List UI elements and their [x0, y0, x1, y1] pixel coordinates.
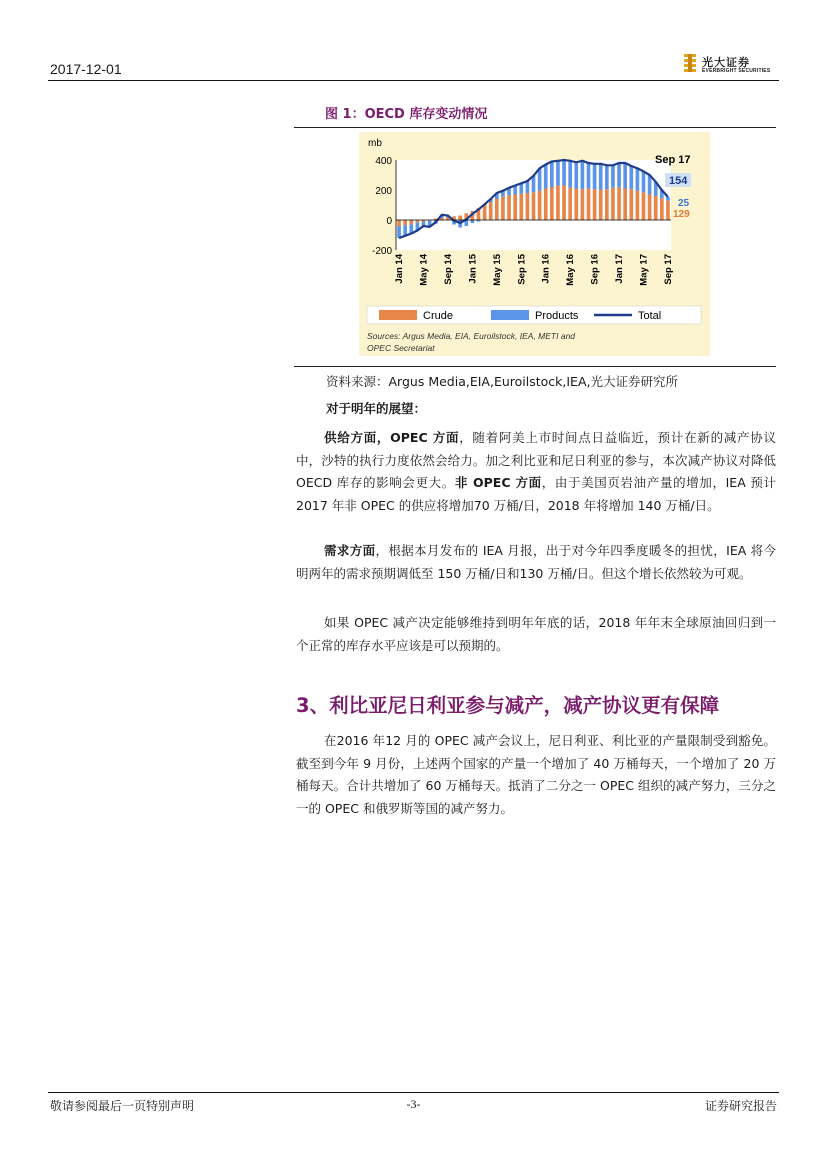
products-bar: [574, 162, 578, 188]
products-bar: [623, 163, 627, 189]
y-unit-label: mb: [368, 138, 382, 149]
products-bar: [556, 161, 560, 186]
legend-label: Total: [638, 310, 662, 322]
figure-top-rule: [294, 127, 776, 128]
x-tick-label: May 17: [638, 254, 650, 286]
crude-bar: [587, 189, 591, 221]
supply-lead: 供给方面，OPEC 方面: [324, 430, 460, 445]
crude-bar: [666, 201, 670, 220]
page-number: -3-: [406, 1097, 421, 1111]
crude-bar: [501, 197, 505, 220]
x-tick-label: Jan 14: [394, 254, 406, 284]
products-bar: [562, 160, 566, 186]
crude-bar: [483, 205, 487, 220]
inventory-chart: [359, 132, 710, 356]
products-bar: [642, 171, 646, 192]
x-tick-label: Jan 17: [614, 254, 626, 284]
supply-paragraph: [296, 427, 776, 517]
products-bar: [471, 220, 475, 223]
products-bar: [629, 166, 633, 189]
crude-bar: [581, 189, 585, 220]
crude-bar: [544, 189, 548, 221]
legend-label: Products: [535, 310, 579, 322]
x-tick-label: May 14: [418, 254, 430, 286]
products-bar: [568, 161, 572, 188]
section-title: 3、利比亚尼日利亚参与减产，减产协议更有保障: [296, 694, 720, 717]
products-bar: [397, 226, 401, 238]
header-date: 2017-12-01: [50, 61, 122, 77]
y-tick-label: -200: [371, 246, 392, 257]
logo-text-cn: 光大证券: [702, 56, 750, 69]
crude-bar: [489, 202, 493, 220]
crude-bar: [636, 191, 640, 220]
crude-bar: [599, 190, 603, 220]
chart-svg: [359, 132, 710, 356]
crude-bar: [654, 196, 658, 220]
section-paragraph: 在2016 年12 月的 OPEC 减产会议上，尼日利亚、利比亚的产量限制受到豁免。截至到今年 9 月份，上述两个国家的产量一个增加了 40 万桶每天，一个增加了 20 万桶每天。合计共增加了 60 万桶每天。抵消了二分之一 OPEC 组织的减产努力，三分之一的 OPEC 和俄罗斯等国的减产努力。: [296, 733, 776, 816]
logo-mark-icon: [683, 53, 697, 73]
crude-bar: [550, 187, 554, 220]
crude-bar: [507, 195, 511, 220]
footer-rule: [48, 1092, 779, 1093]
crude-bar: [397, 220, 401, 226]
crude-bar: [642, 192, 646, 220]
crude-bar: [458, 216, 462, 221]
sources-note-line1: Sources: Argus Media, EIA, Euroilstock, IEA, METI and: [367, 331, 576, 341]
crude-bar: [495, 199, 499, 220]
products-bar: [611, 165, 615, 188]
legend-swatch: [491, 310, 529, 320]
legend-swatch: [379, 310, 417, 320]
products-bar: [581, 161, 585, 190]
products-bar: [666, 197, 670, 201]
products-bar: [605, 165, 609, 189]
crude-bar: [660, 198, 664, 220]
products-bar: [587, 163, 591, 189]
crude-bar: [623, 189, 627, 221]
annotation-date: Sep 17: [655, 154, 691, 166]
crude-bar: [605, 189, 609, 220]
products-bar: [636, 168, 640, 191]
demand-text: ，根据本月发布的 IEA 月报，出于对今年四季度暖冬的担忧，IEA 将今明两年的需求预期调低至 150 万桶/日和130 万桶/日。但这个增长依然较为可观。: [296, 543, 776, 581]
conclusion-paragraph: 如果 OPEC 减产决定能够维持到明年年底的话，2018 年年末全球原油回归到一个正常的库存水平应该是可以预期的。: [296, 615, 776, 653]
products-bar: [544, 165, 548, 189]
footer-disclaimer: 敬请参阅最后一页特别声明: [50, 1099, 195, 1113]
company-logo: [683, 53, 783, 77]
products-bar: [599, 164, 603, 190]
products-bar: [538, 168, 542, 191]
figure-bottom-rule: [294, 366, 776, 367]
sources-note-line2: OPEC Secretariat: [367, 343, 435, 353]
figure-title: 图 1：OECD 库存变动情况: [325, 107, 488, 122]
y-tick-label: 400: [375, 156, 392, 167]
crude-bar: [556, 186, 560, 221]
x-tick-label: May 16: [565, 254, 577, 286]
annotation-products: 25: [678, 198, 690, 209]
footer-report-type: 证券研究报告: [704, 1099, 777, 1113]
supply-text2: ，由于美国页岩油产量的增加，IEA 预计2017 年非 OPEC 的供应将增加70 万桶/日，2018 年将增加 140 万桶/日。: [296, 475, 776, 513]
annotation-total: 154: [669, 175, 688, 187]
products-bar: [593, 164, 597, 190]
supply-lead2: 非 OPEC 方面: [454, 475, 542, 490]
crude-bar: [611, 188, 615, 220]
products-bar: [617, 163, 621, 187]
header-rule: [48, 80, 779, 81]
crude-bar: [526, 193, 530, 220]
outlook-heading: 对于明年的展望：: [326, 401, 427, 416]
logo-text-en: EVERBRIGHT SECURITIES: [702, 68, 771, 74]
products-bar: [526, 181, 530, 193]
crude-bar: [538, 191, 542, 220]
crude-bar: [617, 187, 621, 220]
x-tick-label: Jan 15: [467, 254, 479, 284]
demand-lead: 需求方面: [324, 543, 376, 558]
demand-paragraph: [296, 540, 776, 585]
crude-bar: [519, 194, 523, 220]
crude-bar: [562, 186, 566, 221]
supply-text1: ，随着阿美上市时间点日益临近，预计在新的减产协议中，沙特的执行力度依然会给力。加之利比亚和尼日利亚的参与，本次减产协议对降低 OECD 库存的影响会更大。: [296, 430, 776, 490]
crude-bar: [574, 189, 578, 221]
crude-bar: [593, 189, 597, 220]
crude-bar: [532, 192, 536, 220]
annotation-crude: 129: [673, 209, 690, 220]
crude-bar: [568, 188, 572, 220]
crude-bar: [403, 220, 407, 225]
figure-source: 资料来源：Argus Media,EIA,Euroilstock,IEA,光大证券研究所: [326, 374, 678, 389]
y-tick-label: 0: [386, 216, 392, 227]
y-tick-label: 200: [375, 186, 392, 197]
products-bar: [550, 162, 554, 188]
x-tick-label: Sep 14: [442, 254, 454, 285]
crude-bar: [409, 220, 413, 225]
x-tick-label: Sep 16: [589, 254, 601, 285]
crude-bar: [648, 195, 652, 221]
crude-bar: [513, 195, 517, 221]
x-tick-label: Sep 17: [662, 254, 674, 285]
legend-label: Crude: [423, 310, 453, 322]
x-tick-label: May 15: [491, 254, 503, 286]
x-tick-label: Jan 16: [540, 254, 552, 284]
x-tick-label: Sep 15: [516, 254, 528, 285]
crude-bar: [629, 189, 633, 220]
